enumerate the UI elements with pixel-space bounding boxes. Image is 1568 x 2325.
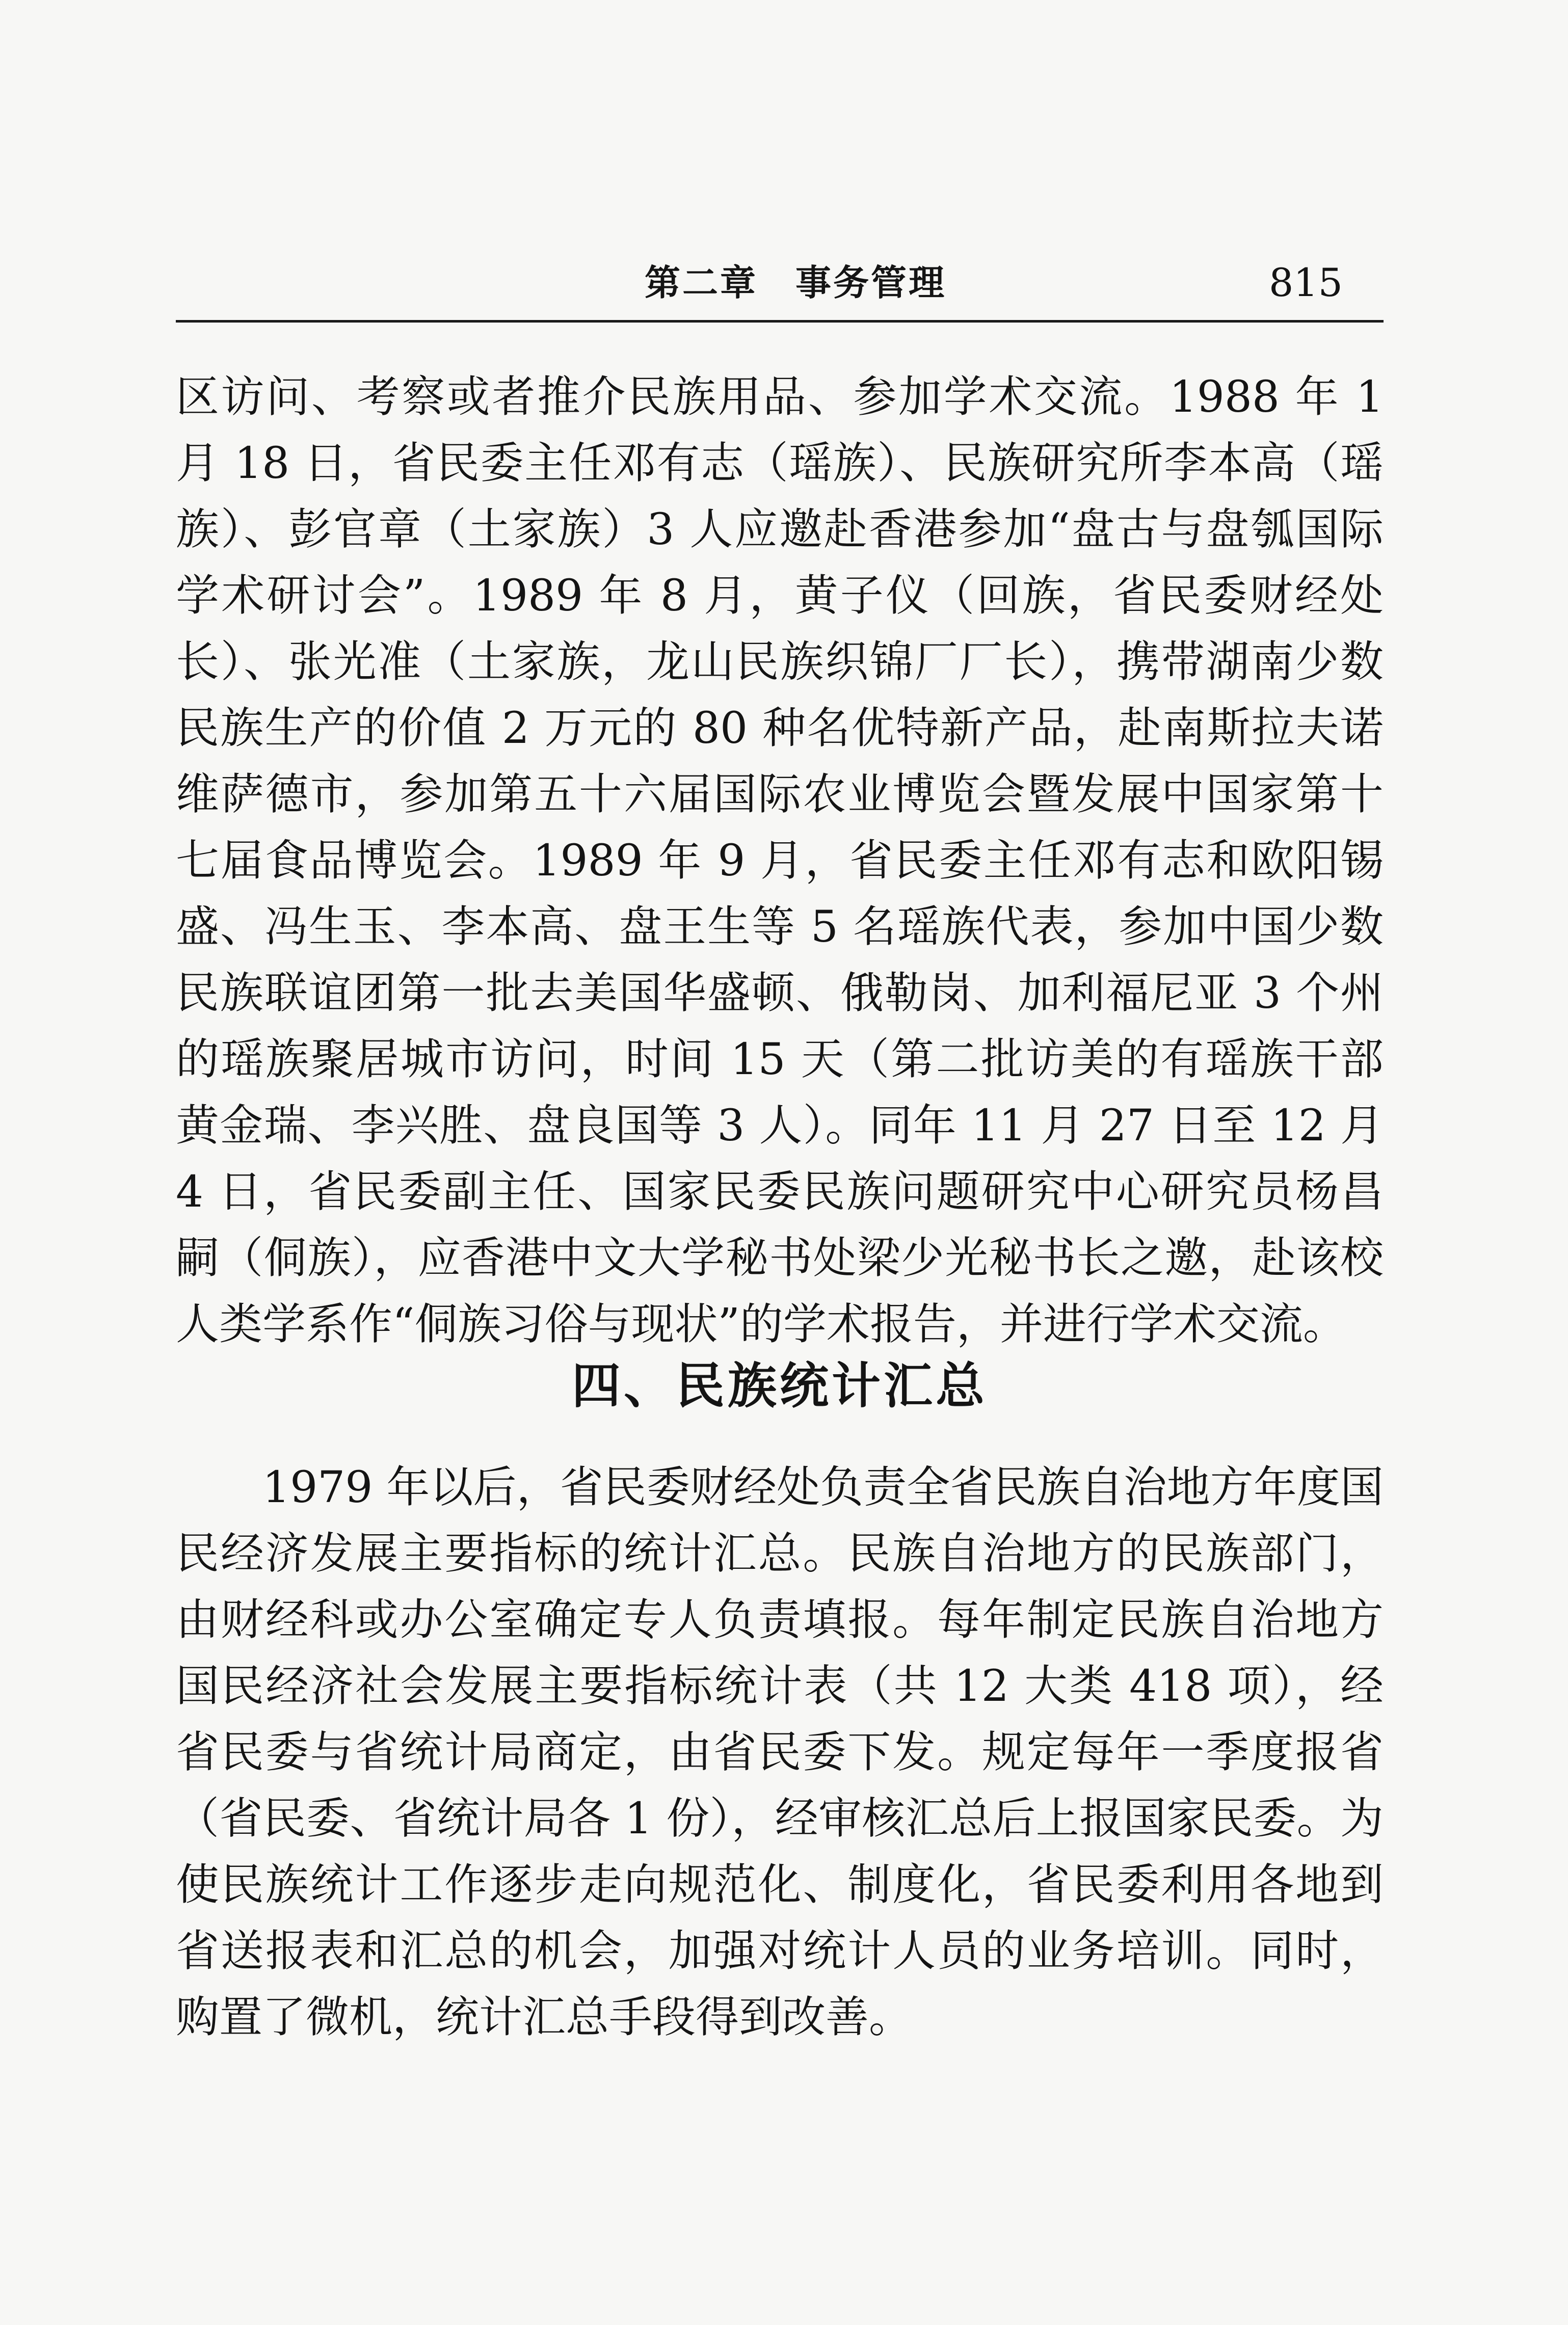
header-rule [176,320,1384,323]
book-page [176,0,1384,2325]
chapter-title: 第二章 事务管理 [645,262,946,304]
paragraph: 1979 年以后，省民委财经处负责全省民族自治地方年度国民经济发展主要指标的统计汇总。民族自治地方的民族部门，由财经科或办公室确定专人负责填报。每年制定民族自治地方国民经济社会发展主要指标统计表（共 12 大类 418 项），经省民委与省统计局商定，由省民委下发。规定每年一季度报省（省民委、省统计局各 1 份），经审核汇总后上报国家民委。为使民族统计工作逐步走向规范化、制度化，省民委利用各地到省送报表和汇总的机会，加强对统计人员的业务培训。同时，购置了微机，统计汇总手段得到改善。 [176,1462,1384,2043]
running-head [176,257,1384,313]
body-text [176,364,1384,1358]
paragraph: 区访问、考察或者推介民族用品、参加学术交流。1988 年 1 月 18 日，省民委主任邓有志（瑶族）、民族研究所李本高（瑶族）、彭官章（土家族）3 人应邀赴香港参加“盘古与盘瓠国际学术研讨会”。1989 年 8 月，黄子仪（回族，省民委财经处长）、张光准（土家族，龙山民族织锦厂厂长），携带湖南少数民族生产的价值 2 万元的 80 种名优特新产品，赴南斯拉夫诺维萨德市，参加第五十六届国际农业博览会暨发展中国家第十七届食品博览会。1989 年 9 月，省民委主任邓有志和欧阳锡盛、冯生玉、李本高、盘王生等 5 名瑶族代表，参加中国少数民族联谊团第一批去美国华盛顿、俄勒岗、加利福尼亚 3 个州的瑶族聚居城市访问，时间 15 天（第二批访美的有瑶族干部黄金瑞、李兴胜、盘良国等 3 人）。同年 11 月 27 日至 12 月 4 日，省民委副主任、国家民委民族问题研究中心研究员杨昌嗣（侗族），应香港中文大学秘书处梁少光秘书长之邀，赴该校人类学系作“侗族习俗与现状”的学术报告，并进行学术交流。 [176,372,1384,1350]
section-heading: 四、民族统计汇总 [572,1357,988,1414]
page-number: 815 [1268,260,1343,305]
section-body-text [176,1455,1384,2051]
